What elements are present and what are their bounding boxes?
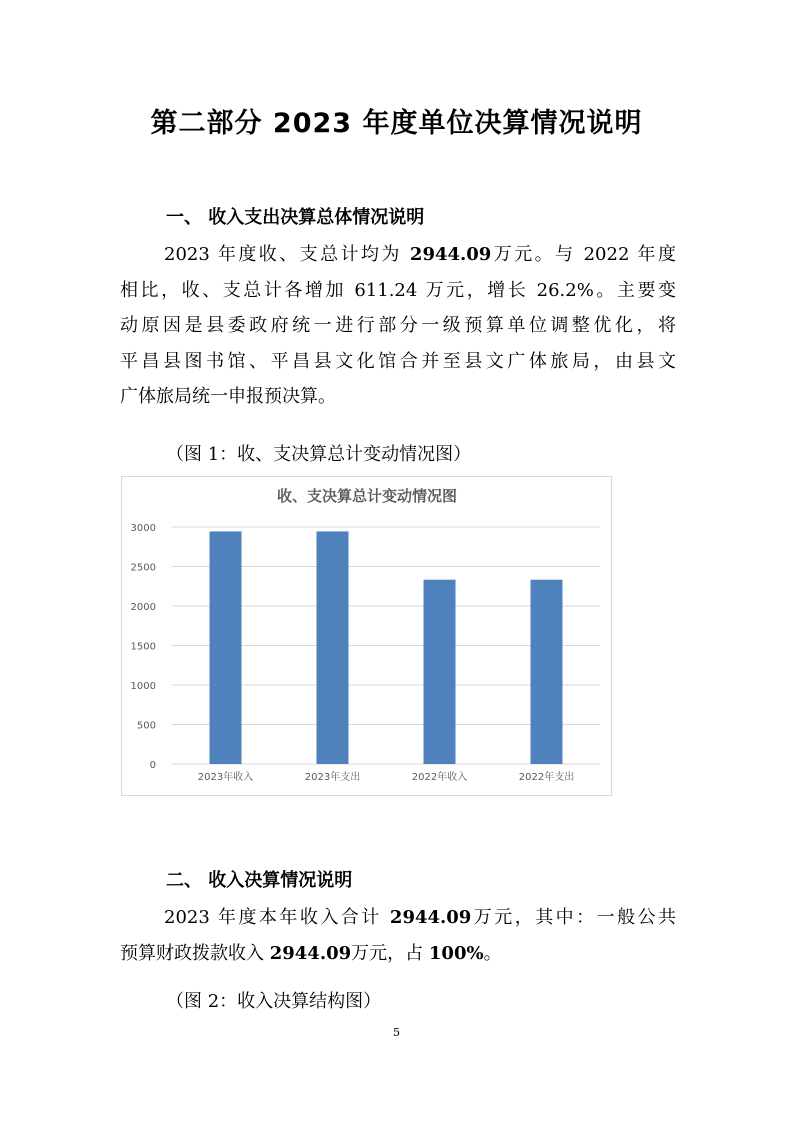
text-run: 2023 年度收、支总计均为	[164, 244, 410, 265]
y-tick-label: 3000	[130, 523, 156, 534]
section2-paragraph	[120, 900, 676, 971]
chart-title: 收、支决算总计变动情况图	[276, 487, 458, 505]
bar	[210, 531, 242, 764]
x-tick-label: 2023年支出	[304, 772, 361, 783]
section-heading-2: 二、 收入决算情况说明	[166, 870, 353, 891]
percent-share: 100%	[428, 942, 484, 964]
para-line-4: 平昌县图书馆、平昌县文化馆合并至县文广体旅局，由县文	[120, 350, 676, 372]
text-run: 预算财政拨款收入	[120, 942, 270, 964]
bar	[424, 580, 456, 764]
y-tick-label: 2500	[130, 562, 156, 574]
page-title: 第二部分 2023 年度单位决算情况说明	[150, 108, 643, 139]
chart-container	[121, 476, 612, 796]
para-line-1	[164, 900, 676, 936]
para-line-5: 广体旅局统一申报预决算。	[120, 386, 336, 407]
y-axis-labels	[131, 523, 156, 771]
para-line-2	[120, 936, 676, 972]
x-tick-label: 2023年收入	[197, 772, 254, 783]
text-run: 2023 年度本年收入合计	[164, 907, 390, 928]
bar-chart	[122, 477, 611, 795]
y-tick-label: 1500	[130, 641, 156, 653]
y-tick-label: 500	[136, 720, 156, 732]
text-run: 万元，其中：一般公共	[471, 907, 676, 928]
x-tick-label: 2022年支出	[518, 772, 575, 783]
para-line-2: 相比，收、支总计各增加 611.24 万元，增长 26.2%。主要变	[120, 279, 676, 301]
total-amount: 2944.09	[409, 244, 492, 265]
y-tick-label: 2000	[130, 602, 156, 613]
figure-caption-1: （图 1：收、支决算总计变动情况图）	[166, 444, 472, 465]
figure-caption-2: （图 2：收入决算结构图）	[166, 991, 382, 1012]
page-number: 5	[393, 1026, 400, 1039]
section-heading-1: 一、 收入支出决算总体情况说明	[166, 207, 425, 228]
fiscal-amount: 2944.09	[269, 942, 352, 964]
text-run: 。	[483, 942, 502, 964]
y-tick-label: 0	[149, 760, 156, 771]
bar	[317, 531, 349, 764]
text-run: 万元，占	[351, 942, 429, 964]
income-amount: 2944.09	[389, 907, 472, 928]
bar	[531, 580, 563, 764]
x-tick-label: 2022年收入	[411, 772, 468, 783]
text-run: 万元。与 2022 年度	[491, 244, 676, 265]
section1-paragraph	[120, 237, 676, 415]
x-axis-labels	[198, 770, 574, 783]
para-line-3: 动原因是县委政府统一进行部分一级预算单位调整优化，将	[120, 315, 676, 336]
y-tick-label: 1000	[130, 681, 156, 692]
para-line-1	[164, 237, 676, 273]
